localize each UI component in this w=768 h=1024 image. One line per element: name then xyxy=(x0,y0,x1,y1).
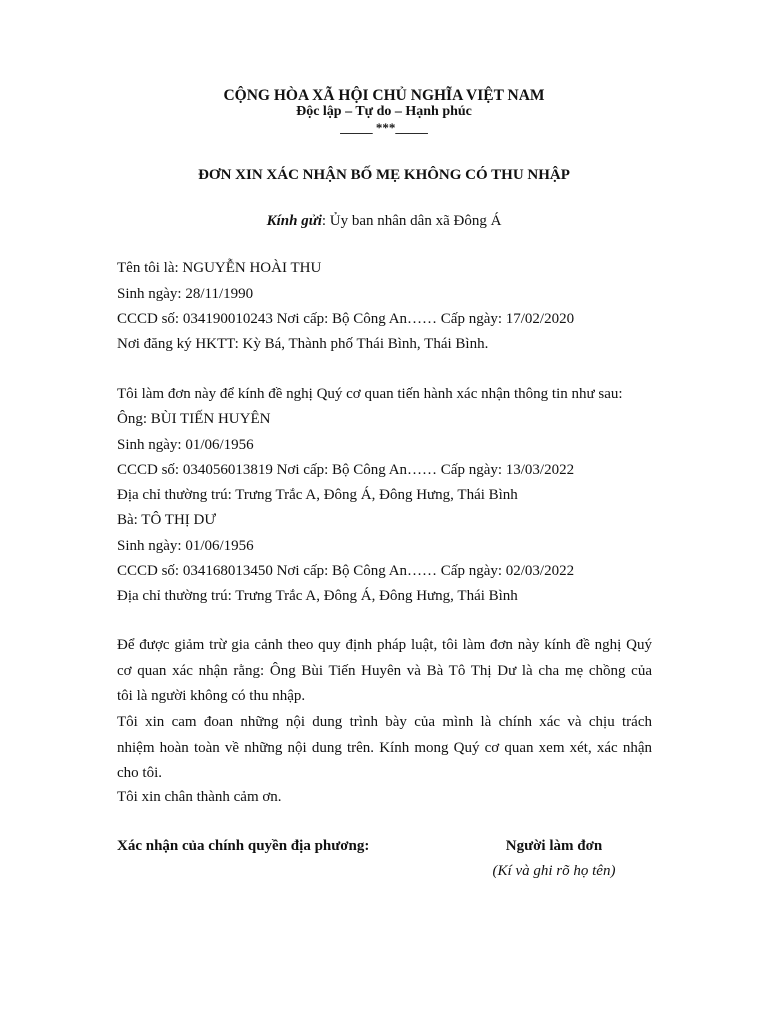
paragraph-commitment-line: Tôi xin cam đoan những nội dung trình bày của mình là chính xác và chịu trách xyxy=(117,714,652,730)
mother-id: CCCD số: 034168013450 Nơi cấp: Bộ Công An…… Cấp ngày: 02/03/2022 xyxy=(117,563,575,579)
national-motto: Độc lập – Tự do – Hạnh phúc xyxy=(296,104,472,119)
header-separator: _____ ***_____ xyxy=(340,120,428,135)
paragraph-request-line: cơ quan xác nhận rằng: Ông Bùi Tiến Huyên và Bà Tô Thị Dư là cha mẹ chồng của xyxy=(117,662,652,679)
paragraph-request xyxy=(117,633,652,710)
father-dob: Sinh ngày: 01/06/1956 xyxy=(117,437,254,453)
local-authority-confirmation-label: Xác nhận của chính quyền địa phương: xyxy=(117,838,370,854)
national-title: CỘNG HÒA XÃ HỘI CHỦ NGHĨA VIỆT NAM xyxy=(223,87,545,104)
paragraph-request-line: Để được giảm trừ gia cảnh theo quy định pháp luật, tôi làm đơn này kính đề nghị Quý xyxy=(117,637,652,653)
recipient-line xyxy=(0,213,768,230)
document-title: ĐƠN XIN XÁC NHẬN BỐ MẸ KHÔNG CÓ THU NHẬP xyxy=(198,167,570,183)
thanks-line: Tôi xin chân thành cảm ơn. xyxy=(117,789,282,805)
signature-instruction: (Kí và ghi rõ họ tên) xyxy=(492,863,616,879)
applicant-dob: Sinh ngày: 28/11/1990 xyxy=(117,286,254,302)
paragraph-commitment-line: cho tôi. xyxy=(117,765,162,781)
mother-address: Địa chỉ thường trú: Trưng Trắc A, Đông Á, Đông Hưng, Thái Bình xyxy=(117,588,518,604)
mother-name: Bà: TÔ THỊ DƯ xyxy=(117,512,216,528)
father-id: CCCD số: 034056013819 Nơi cấp: Bộ Công An…… Cấp ngày: 13/03/2022 xyxy=(117,462,575,478)
mother-dob: Sinh ngày: 01/06/1956 xyxy=(117,538,254,554)
applicant-name: Tên tôi là: NGUYỄN HOÀI THU xyxy=(117,260,322,276)
recipient-value: : Ủy ban nhân dân xã Đông Á xyxy=(321,213,502,229)
paragraph-commitment xyxy=(117,710,652,787)
father-name: Ông: BÙI TIẾN HUYÊN xyxy=(117,411,271,427)
applicant-id: CCCD số: 034190010243 Nơi cấp: Bộ Công An…… Cấp ngày: 17/02/2020 xyxy=(117,311,575,327)
paragraph-request-line: tôi là người không có thu nhập. xyxy=(117,688,306,704)
paragraph-commitment-line: nhiệm hoàn toàn về những nội dung trên. Kính mong Quý cơ quan xem xét, xác nhận xyxy=(117,739,652,756)
recipient-label: Kính gửi xyxy=(266,213,322,229)
applicant-signature-label: Người làm đơn xyxy=(505,838,603,854)
father-address: Địa chỉ thường trú: Trưng Trắc A, Đông Á, Đông Hưng, Thái Bình xyxy=(117,487,518,503)
applicant-address: Nơi đăng ký HKTT: Kỳ Bá, Thành phố Thái Bình, Thái Bình. xyxy=(117,336,489,352)
request-intro: Tôi làm đơn này để kính đề nghị Quý cơ quan tiến hành xác nhận thông tin như sau: xyxy=(117,386,623,402)
